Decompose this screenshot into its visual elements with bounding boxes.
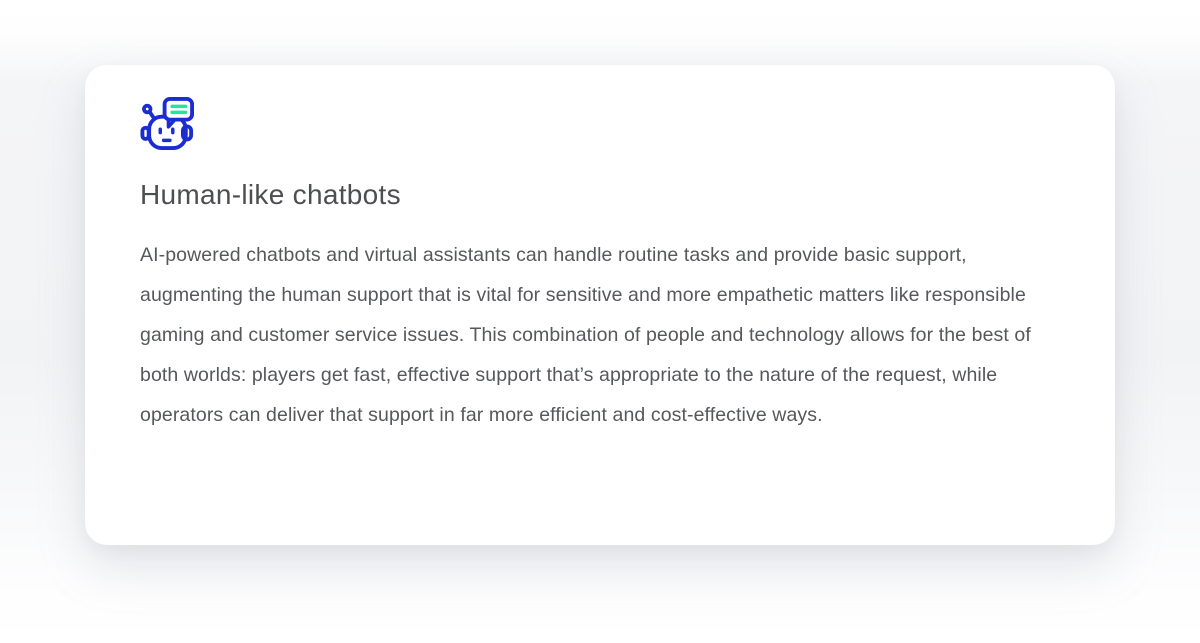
antenna-arm (150, 112, 154, 118)
chatbot-icon (140, 95, 196, 153)
feature-card (85, 65, 1115, 545)
bubble-body (165, 99, 192, 120)
card-title: Human-like chatbots (140, 179, 401, 210)
robot-face-group (160, 129, 173, 140)
bubble-line-1 (170, 105, 187, 108)
card-body-text: AI-powered chatbots and virtual assistants can handle routine tasks and provide basic support, augmenting the human support that is vital for sensitive and more empathetic matters like responsible gaming and customer service issues. This combination of people and technology allows for the best of both worlds: players get fast, effective support that’s appropriate to the nature of the request, while operators can deliver that support in far more efficient and cost-effective ways. (140, 244, 1031, 426)
chatbot-icon-svg (140, 95, 194, 151)
bubble-line-2 (170, 111, 187, 114)
